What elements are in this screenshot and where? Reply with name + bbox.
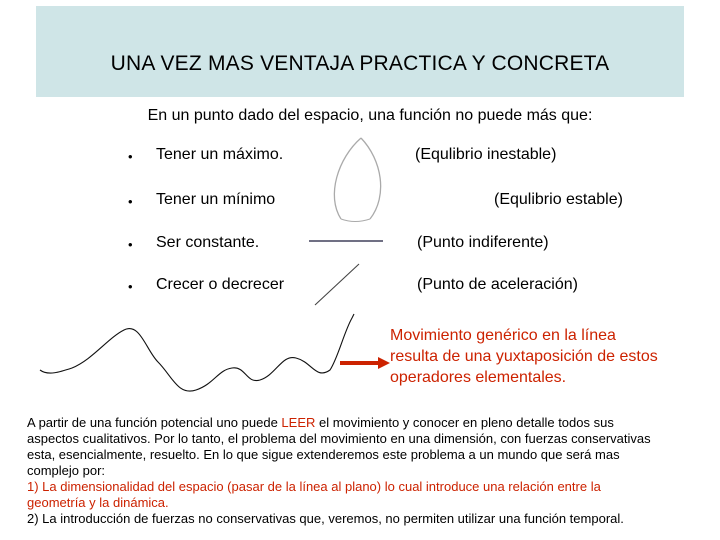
paragraph-line: esta, esencialmente, resuelto. En lo que sigue extenderemos este problema a un mundo que será mas — [27, 447, 620, 462]
point-one-line: geometría y la dinámica. — [27, 495, 169, 510]
minimum-curve — [361, 138, 381, 219]
explanation-paragraph — [27, 415, 715, 527]
maximum-curve — [334, 138, 361, 219]
paragraph-line — [27, 415, 715, 431]
generic-motion-curve — [40, 314, 354, 391]
paragraph-line: aspectos cualitativos. Por lo tanto, el problema del movimiento en una dimensión, con fuerzas conservativas — [27, 431, 651, 446]
slide-subtitle: En un punto dado del espacio, una función no puede más que: — [147, 107, 593, 124]
callout-line: operadores elementales. — [390, 369, 567, 386]
lens-bottom — [341, 219, 370, 222]
slope-line — [315, 264, 359, 305]
callout-line: resulta de una yuxtaposición de estos — [390, 348, 658, 365]
item-maximum: Tener un máximo. — [156, 146, 284, 163]
callout-line: Movimiento genérico en la línea — [390, 327, 616, 344]
highlight-leer: LEER — [281, 415, 316, 430]
slide-title: UNA VEZ MAS VENTAJA PRACTICA Y CONCRETA — [110, 52, 610, 75]
paragraph-line: complejo por: — [27, 463, 106, 478]
point-one-line: 1) La dimensionalidad del espacio (pasar de la línea al plano) lo cual introduce una relación entre la — [27, 479, 601, 494]
label-punto-aceleracion: (Punto de aceleración) — [417, 276, 578, 293]
paragraph-text: el movimiento y conocer en pleno detalle todos sus — [315, 415, 614, 430]
item-grow-decrease: Crecer o decrecer — [156, 276, 285, 293]
paragraph-text: A partir de una función potencial uno puede — [27, 415, 282, 430]
bullet-marker: • — [128, 279, 133, 294]
label-equilibrio-estable: (Equlibrio estable) — [494, 191, 623, 208]
arrow-right-icon — [378, 357, 390, 369]
label-punto-indiferente: (Punto indiferente) — [417, 234, 549, 251]
bullet-marker: • — [128, 194, 133, 209]
point-two-line: 2) La introducción de fuerzas no conservativas que, veremos, no permiten utilizar una función temporal. — [27, 511, 624, 526]
callout-text — [390, 325, 710, 388]
item-constant: Ser constante. — [156, 234, 260, 251]
item-minimum: Tener un mínimo — [156, 191, 276, 208]
bullet-marker: • — [128, 149, 133, 164]
label-equilibrio-inestable: (Equlibrio inestable) — [415, 146, 557, 163]
bullet-marker: • — [128, 237, 133, 252]
